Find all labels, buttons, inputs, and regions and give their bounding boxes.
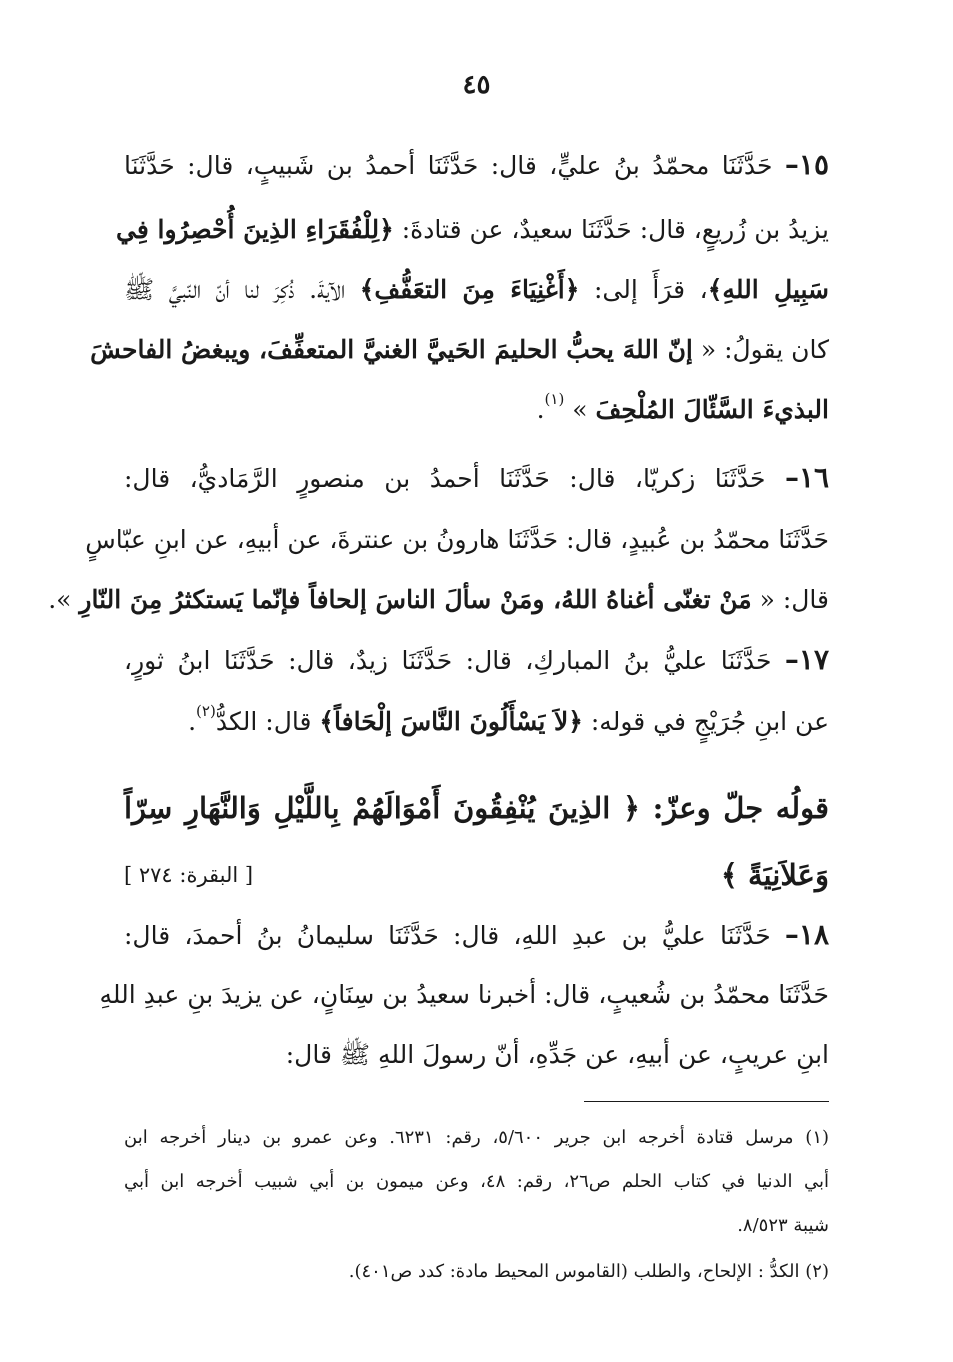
hadith-15-text-3: ، قرَأَ إلى:: [579, 275, 708, 304]
footnote-1-line-1: (١) مرسل قتادة أخرجه ابن جرير ٥/٦٠٠، رقم: ٦٢٣١. وعن عمرو بن دينار أخرجه ابن: [124, 1127, 830, 1148]
footnote-2-line-1: (٢) الكدُّ : الإلحاح، والطلب (القاموس المحيط مادة: كدد ص٤٠١).: [348, 1261, 829, 1282]
hadith-18-number: ١٨–: [784, 918, 829, 951]
quran-verse: ﴿أَغْنِيَاءَ مِنَ التعَفُّفِ﴾: [359, 275, 580, 304]
quote-close: ».: [48, 585, 80, 614]
hadith-17-line-2: [124, 692, 829, 755]
quran-verse: ﴿لاَ يَسْأَلُونَ النَّاسَ إلْحَافاً﴾: [319, 707, 583, 736]
surah-reference: [ البقرة: ٢٧٤ ]: [124, 863, 254, 887]
hadith-16-line-2: [85, 510, 829, 570]
period: .: [188, 707, 197, 736]
quran-verse: سَبِيلِ اللهِ﴾: [707, 275, 829, 304]
hadith-15-line-4: [90, 320, 829, 380]
hadith-15-text-1: حَدَّثَنَا محمّدُ بنُ عليٍّ، قال: حَدَّثَنَا أحمدُ بن شَبيبٍ، قال: حَدَّثَنَا: [124, 151, 773, 180]
hadith-16-line-3: [48, 570, 829, 630]
prophetic-saying: البذيءَ السَّئّالَ المُلْحِفَ: [595, 395, 829, 424]
quote-close: »: [564, 395, 596, 424]
hadith-16-line-1: [124, 448, 829, 509]
quran-verse: ﴿لِلْفُقَرَاءِ الذِينَ أُحْصِرُوا فِي: [116, 215, 394, 244]
hadith-18-text-3: ابنِ عريبٍ، عن أبيهِ، عن جَدِّهِ، أنّ رسولَ اللهِ ﷺ قال:: [285, 1040, 829, 1069]
hadith-17-text-1: حَدَّثَنَا عليُّ بنُ المباركِ، قال: حَدَّثَنَا زيدٌ، قال: حَدَّثَنَا ابنُ ثورٍ،: [124, 646, 772, 675]
hadith-18-line-3: [124, 1025, 829, 1085]
hadith-15-line-3: [124, 260, 829, 320]
verse-heading-end: وَعَلاَنِيَةً ﴾: [720, 858, 829, 892]
hadith-16-text-1: حَدَّثَنَا زكريّا، قال: حَدَّثَنَا أحمدُ بن منصورٍ الرَّمَاديُّ، قال:: [124, 464, 766, 493]
hadith-15-text-2: يزيدُ بن زُريعٍ، قال: حَدَّثَنَا سعيدٌ، عن قتادةَ:: [393, 215, 829, 244]
prophetic-saying: إنّ اللهَ يحبُّ الحليمَ الحَييَّ الغنيَّ المتعفِّفَ، ويبغضُ الفاحشَ: [90, 335, 693, 364]
hadith-15-text-4: كان يقولُ: «: [692, 335, 829, 364]
footnote-1-line-3: شيبة ٨/٥٢٣.: [737, 1215, 829, 1236]
hadith-16-number: ١٦–: [784, 461, 830, 494]
hadith-17-line-1: [124, 630, 829, 691]
hadith-15-line-5: [124, 380, 829, 443]
hadith-18-line-2: [99, 965, 829, 1025]
hadith-16-text-2: حَدَّثَنَا محمّدُ بن عُبيدٍ، قال: حَدَّثَنَا هارونُ بن عنترةَ، عن أبيهِ، عن ابنِ عبّاسٍ: [85, 525, 829, 554]
footnote-ref-2[interactable]: (٢): [196, 702, 216, 720]
hadith-15-number: ١٥–: [784, 148, 829, 181]
footnote-divider: [584, 1101, 829, 1102]
hadith-15-text-3b: الآيةَ. ذُكِرَ لنا أنّ النّبيَّ ﷺ: [124, 275, 360, 304]
footnote-ref-1[interactable]: (١): [544, 390, 565, 408]
hadith-18-text-2: حَدَّثَنَا محمّدُ بن شُعيبٍ، قال: أخبرنا سعيدُ بن سِنَانٍ، عن يزيدَ بنِ عبدِ اللهِ: [99, 980, 829, 1009]
hadith-17-number: ١٧–: [784, 643, 829, 676]
hadith-18-text-1: حَدَّثَنَا عليُّ بن عبدِ اللهِ، قال: حَدَّثَنَا سليمانُ بنُ أحمدَ، قال:: [124, 921, 771, 950]
hadith-17-text-2b: قال: الكدُّ: [215, 707, 320, 736]
hadith-15-line-1: [124, 135, 829, 196]
verse-heading-line-1: قولُه جلّ وعزّ: ﴿ الذِينَ يُنْفِقُونَ أَمْوَالَهُمْ بِاللَّيْلِ وَالنَّهَارِ سِرّاً: [124, 791, 829, 825]
hadith-17-text-2: عن ابنِ جُرَيْجٍ في قوله:: [582, 707, 829, 736]
verse-heading-line-2: [124, 845, 829, 905]
hadith-15-line-2: [116, 200, 829, 260]
hadith-18-line-1: [124, 905, 829, 966]
footnote-1-line-2: أبي الدنيا في كتاب الحلم ص٢٦، رقم: ٤٨، وعن ميمون بن أبي شبيب أخرجه ابن أبي: [124, 1171, 830, 1192]
page-number: ٤٥: [462, 70, 491, 100]
period: .: [536, 395, 545, 424]
hadith-16-text-3: قال: «: [751, 585, 829, 614]
prophetic-saying: مَنْ تغنّى أغناهُ اللهُ، ومَنْ سألَ الناسَ إلحافاً فإنّما يَستكثرُ مِنَ النّارِ: [79, 585, 752, 614]
